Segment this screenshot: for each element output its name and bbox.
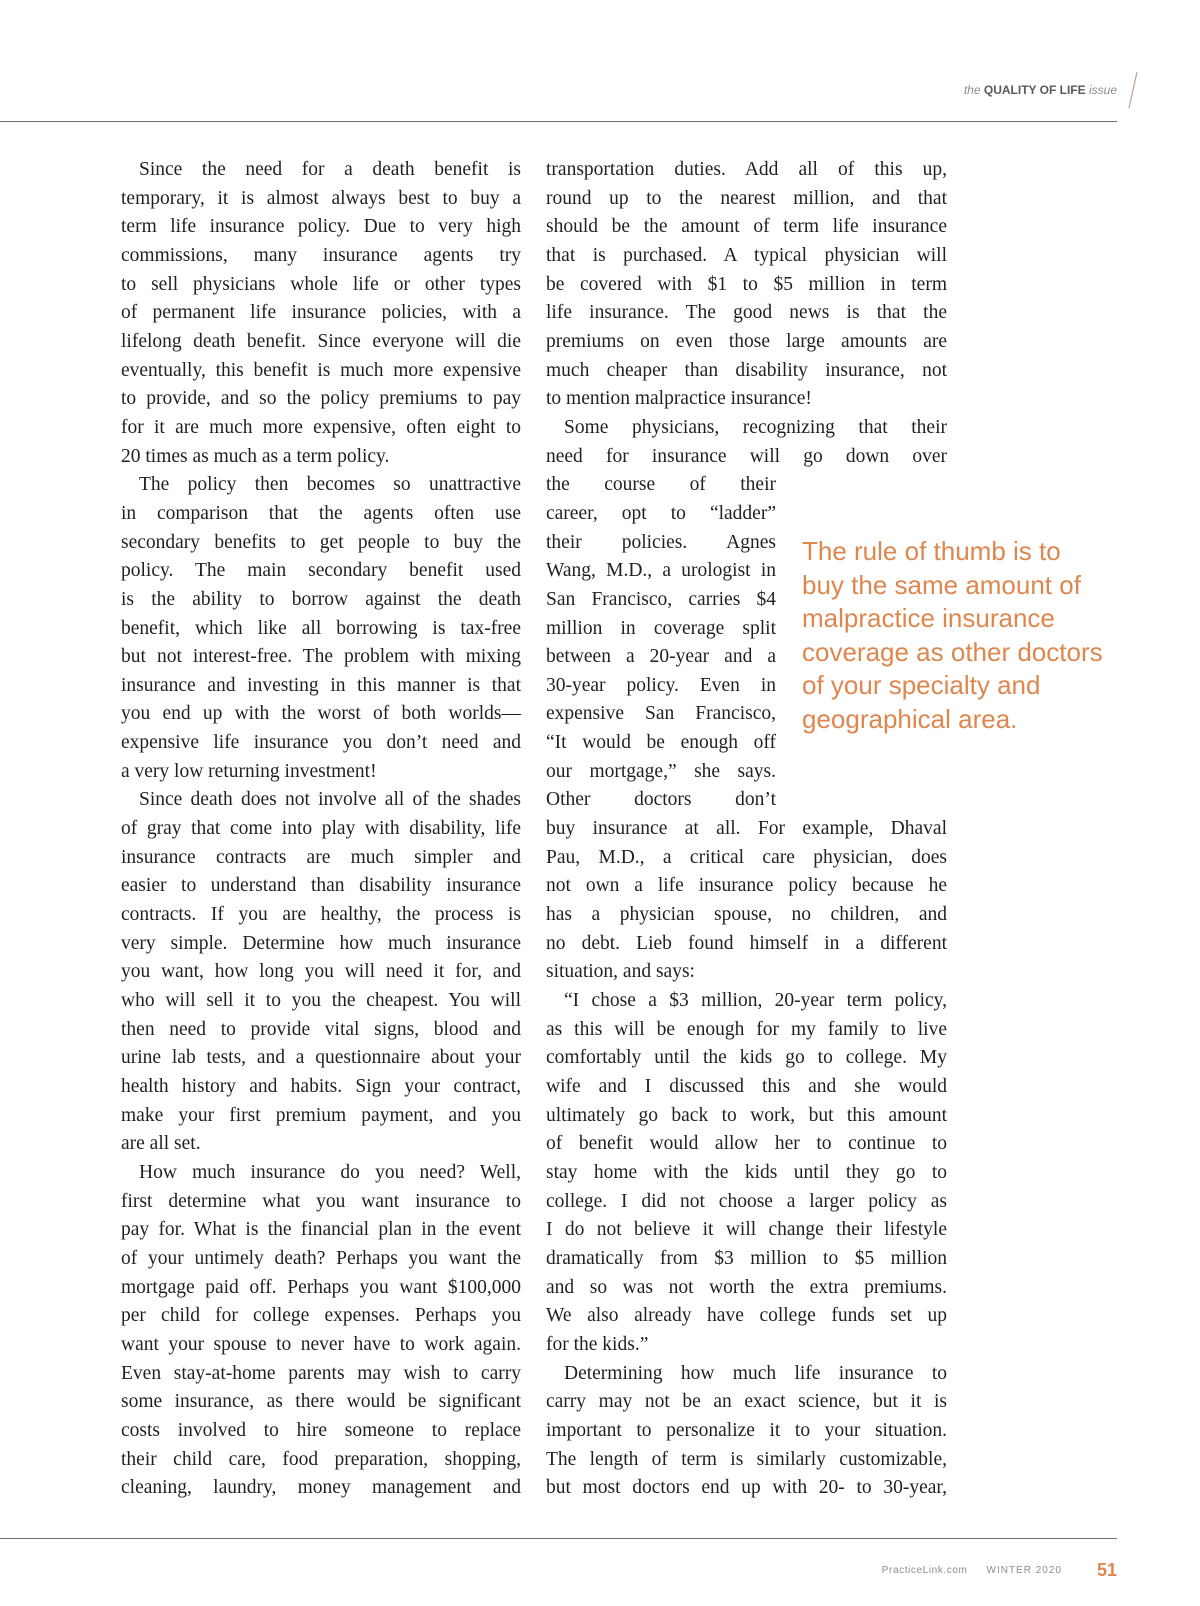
text-line: Since death does not involve all of the shades: [139, 789, 521, 811]
text-line: carry may not be an exact science, but it is: [546, 1391, 947, 1413]
text-line: college. I did not choose a larger policy as: [546, 1190, 947, 1212]
text-line: between a 20-year and a: [546, 646, 776, 668]
text-line: a very low returning investment!: [121, 760, 377, 782]
paragraph: [121, 786, 521, 1159]
pull-quote-line: of your specialty and: [802, 670, 1041, 700]
pull-quote-line: malpractice insurance: [802, 603, 1055, 633]
text-line: urine lab tests, and a questionnaire about your: [121, 1047, 521, 1069]
text-line: to mention malpractice insurance!: [546, 388, 812, 410]
text-line: transportation duties. Add all of this up,: [546, 159, 947, 180]
text-line: San Francisco, carries $4: [546, 588, 776, 610]
text-line: then need to provide vital signs, blood and: [121, 1018, 521, 1040]
text-line: no debt. Lieb found himself in a different: [546, 932, 947, 954]
text-line: premiums on even those large amounts are: [546, 330, 947, 352]
text-line: The policy then becomes so unattractive: [139, 474, 521, 496]
text-line: pay for. What is the financial plan in the event: [121, 1219, 521, 1241]
header-slash-divider: [1125, 70, 1141, 110]
text-line: health history and habits. Sign your contract,: [121, 1076, 521, 1097]
text-line: temporary, it is almost always best to buy a: [121, 187, 521, 209]
text-line: Wang, M.D., a urologist in: [546, 560, 776, 582]
text-line: lifelong death benefit. Since everyone will die: [121, 330, 521, 352]
text-line: in comparison that the agents often use: [121, 502, 521, 524]
text-line: contracts. If you are healthy, the process is: [121, 904, 521, 926]
text-line: is the ability to borrow against the death: [121, 588, 521, 610]
text-line: Determining how much life insurance to: [564, 1362, 947, 1384]
text-line: you want, how long you will need it for, and: [121, 961, 521, 983]
text-line: mortgage paid off. Perhaps you want $100,000: [121, 1276, 521, 1298]
text-line: who will sell it to you the cheapest. You will: [121, 990, 521, 1012]
text-line: Even stay-at-home parents may wish to carry: [121, 1362, 521, 1384]
text-line: has a physician spouse, no children, and: [546, 904, 947, 926]
text-line: life insurance. The good news is that the: [546, 302, 947, 324]
text-line: first determine what you want insurance to: [121, 1190, 521, 1212]
right-column: [546, 156, 947, 1503]
text-line: you end up with the worst of both worlds—: [121, 703, 521, 725]
text-line: 20 times as much as a term policy.: [121, 445, 390, 467]
paragraph: [546, 1360, 947, 1503]
text-line: insurance and investing in this manner is that: [121, 674, 521, 696]
pull-quote-line: geographical area.: [802, 703, 1018, 734]
footer-site: PracticeLink.com: [881, 1564, 968, 1576]
paragraph: [121, 471, 521, 786]
pull-quote-line: buy the same amount of: [802, 569, 1081, 600]
text-line: Some physicians, recognizing that their: [564, 416, 947, 438]
text-line: Since the need for a death benefit is: [139, 159, 521, 180]
text-line: 30-year policy. Even in: [546, 674, 776, 696]
text-line: be covered with $1 to $5 million in term: [546, 273, 947, 295]
text-line: of permanent life insurance policies, with a: [121, 302, 521, 324]
text-line: of gray that come into play with disability, life: [121, 818, 521, 840]
header-suffix: issue: [1088, 83, 1117, 97]
text-line: The length of term is similarly customizable,: [546, 1448, 947, 1470]
text-line: to sell physicians whole life or other types: [121, 273, 521, 295]
text-line: expensive San Francisco,: [546, 703, 776, 725]
text-line: the course of their: [546, 474, 776, 496]
text-line: as this will be enough for my family to live: [546, 1018, 947, 1040]
text-line: stay home with the kids until they go to: [546, 1161, 947, 1183]
pull-quote: [802, 535, 1132, 736]
header-rule: [0, 121, 1117, 122]
text-line: commissions, many insurance agents try: [121, 244, 521, 266]
text-line: I do not believe it will change their lifestyle: [546, 1219, 947, 1241]
text-line: buy insurance at all. For example, Dhaval: [546, 818, 947, 840]
text-line: insurance contracts are much simpler and: [121, 846, 521, 868]
text-line: to provide, and so the policy premiums to pay: [121, 388, 521, 410]
text-line: career, opt to “ladder”: [546, 502, 776, 524]
text-line: make your first premium payment, and you: [121, 1104, 521, 1126]
text-line: should be the amount of term life insurance: [546, 216, 947, 238]
text-line: not own a life insurance policy because he: [546, 875, 947, 897]
text-line: Pau, M.D., a critical care physician, does: [546, 846, 947, 868]
text-line: secondary benefits to get people to buy the: [121, 531, 521, 553]
text-line: that is purchased. A typical physician will: [546, 244, 947, 266]
text-line: costs involved to hire someone to replace: [121, 1419, 521, 1441]
text-line: How much insurance do you need? Well,: [139, 1161, 521, 1183]
pull-quote-line: The rule of thumb is to: [802, 536, 1061, 566]
text-line: our mortgage,” she says.: [546, 760, 776, 782]
text-line: are all set.: [121, 1133, 201, 1155]
text-line: We also already have college funds set up: [546, 1305, 947, 1327]
text-line: policy. The main secondary benefit used: [121, 560, 521, 582]
text-line: Other doctors don’t: [546, 789, 776, 811]
text-line: much cheaper than disability insurance, not: [546, 359, 947, 381]
text-line: “It would be enough off: [546, 732, 776, 754]
text-line: “I chose a $3 million, 20-year term policy,: [564, 990, 947, 1012]
text-line: important to personalize it to your situation.: [546, 1419, 947, 1441]
left-column: [121, 156, 521, 1503]
text-line: situation, and says:: [546, 961, 695, 983]
text-line: dramatically from $3 million to $5 million: [546, 1247, 947, 1269]
running-header: [964, 82, 1117, 98]
text-line: for it are much more expensive, often eight to: [121, 416, 521, 438]
text-line: of your untimely death? Perhaps you want the: [121, 1247, 521, 1269]
header-prefix: the: [963, 83, 981, 97]
text-line: some insurance, as there would be significant: [121, 1391, 521, 1413]
text-line: but not interest-free. The problem with mixing: [121, 646, 521, 668]
text-line: very simple. Determine how much insurance: [121, 932, 521, 954]
text-line: but most doctors end up with 20- to 30-year,: [546, 1477, 947, 1499]
text-line: million in coverage split: [546, 617, 776, 639]
pull-quote-line: coverage as other doctors: [802, 636, 1103, 667]
footer-issue: WINTER 2020: [986, 1564, 1062, 1576]
text-line: want your spouse to never have to work again.: [121, 1333, 521, 1355]
text-line: term life insurance policy. Due to very high: [121, 216, 521, 238]
paragraph: [121, 1159, 521, 1503]
text-line: of benefit would allow her to continue to: [546, 1133, 947, 1155]
text-line: round up to the nearest million, and that: [546, 187, 947, 209]
text-line: ultimately go back to work, but this amount: [546, 1104, 947, 1126]
text-line: cleaning, laundry, money management and: [121, 1477, 521, 1499]
footer: [882, 1559, 1117, 1581]
header-title: QUALITY OF LIFE: [983, 83, 1086, 97]
text-line: expensive life insurance you don’t need and: [121, 732, 521, 754]
text-line: benefit, which like all borrowing is tax-free: [121, 617, 521, 639]
text-line: comfortably until the kids go to college. My: [546, 1047, 947, 1069]
text-line: for the kids.”: [546, 1333, 649, 1355]
paragraph: [546, 156, 947, 414]
text-line: their child care, food preparation, shopping,: [121, 1448, 521, 1470]
text-line: wife and I discussed this and she would: [546, 1076, 947, 1097]
text-line: per child for college expenses. Perhaps you: [121, 1305, 521, 1327]
text-line: eventually, this benefit is much more expensive: [121, 359, 521, 381]
text-line: and so was not worth the extra premiums.: [546, 1276, 947, 1298]
paragraph: [546, 987, 947, 1360]
text-line: easier to understand than disability insurance: [121, 875, 521, 897]
paragraph: [121, 156, 521, 471]
text-line: need for insurance will go down over: [546, 445, 947, 467]
footer-rule: [0, 1538, 1117, 1539]
page-number: 51: [1096, 1559, 1117, 1580]
text-line: their policies. Agnes: [546, 531, 776, 553]
